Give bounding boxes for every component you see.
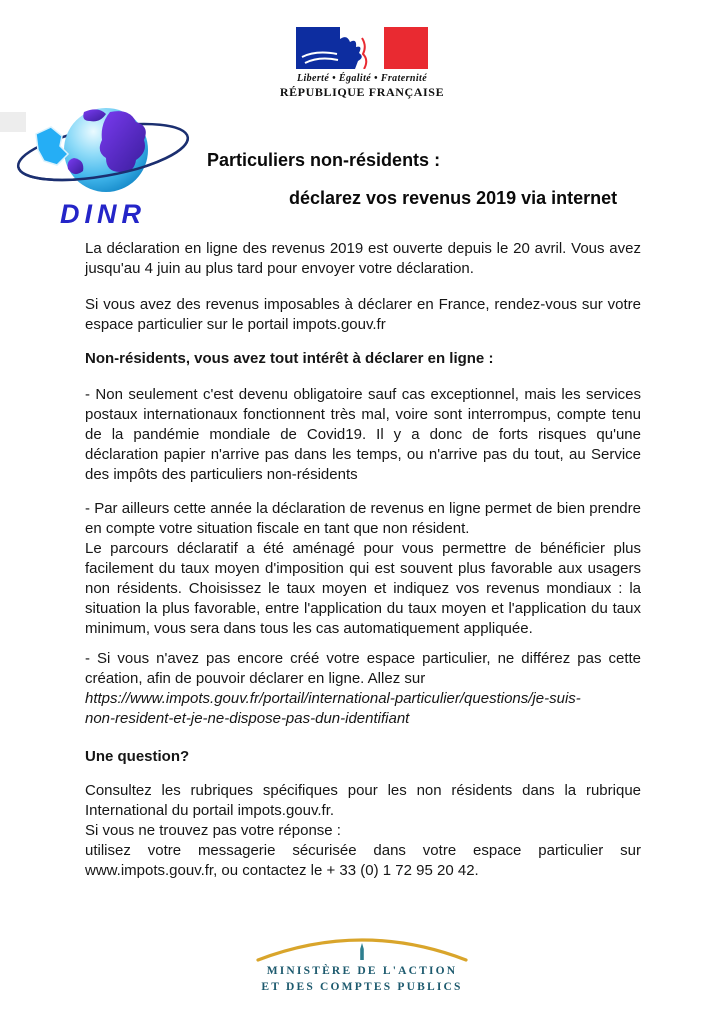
paragraph-contact-messaging: utilisez votre messagerie sécurisée dans votre espace particulier sur www.impots.gouv.fr, ou contactez le + 33 (0) 1 72 95 20 42.: [85, 842, 641, 879]
paragraph-create-space: [85, 649, 641, 729]
help-url-line1: https://www.impots.gouv.fr/portail/international-particulier/questions/je-suis-: [85, 690, 581, 707]
paragraph-deadline: La déclaration en ligne des revenus 2019 est ouverte depuis le 20 avril. Vous avez jusqu'au 4 juin au plus tard pour envoyer votre déclaration.: [85, 240, 641, 277]
title-line1: Particuliers non-résidents :: [207, 150, 441, 170]
paragraph-average-rate-details: Le parcours déclaratif a été aménagé pour vous permettre de bénéficier plus facilement du taux moyen d'imposition qui est souvent plus favorable aux usagers non résidents. Choisissez le taux moyen et indiquez vos revenus mondiaux : la situation la plus favorable, entre l'application du taux moyen et l'application du taux minimum, vous sera dans tous les cas automatiquement appliquée.: [85, 540, 641, 637]
ministry-name-line2: ET DES COMPTES PUBLICS: [261, 981, 463, 993]
dinr-globe-icon: [12, 106, 194, 198]
ministry-name-line1: MINISTÈRE DE L'ACTION: [266, 965, 458, 977]
paragraph-contact-rubriques: Consultez les rubriques spécifiques pour les non résidents dans la rubrique International du portail impots.gouv.fr.: [85, 782, 641, 819]
rf-name: RÉPUBLIQUE FRANÇAISE: [279, 85, 445, 99]
document-title: [207, 150, 667, 209]
title-line2: déclarez vos revenus 2019 via internet: [289, 188, 618, 208]
republique-francaise-logo: [267, 27, 457, 100]
paragraph-postal-services: - Non seulement c'est devenu obligatoire sauf cas exceptionnel, mais les services postaux internationaux fonctionnent très mal, voire sont interrompus, compte tenu de la pandémie mondiale de Covid19. Il y a donc de forts risques qu'une déclaration papier n'arrive pas dans les temps, ou n'arrive pas du tout, au Service des impôts des particuliers non-résidents: [85, 386, 641, 483]
dinr-logo-text: DINR: [60, 199, 146, 229]
heading-question: Une question?: [85, 748, 190, 765]
paragraph-contact-no-answer: Si vous ne trouvez pas votre réponse :: [85, 822, 341, 839]
paragraph-contact: [85, 781, 641, 881]
paragraph-average-rate: [85, 499, 641, 639]
dinr-logo: [12, 106, 194, 230]
heading-declare-online: Non-résidents, vous avez tout intérêt à déclarer en ligne :: [85, 350, 494, 367]
paragraph-portal: Si vous avez des revenus imposables à déclarer en France, rendez-vous sur votre espace particulier sur le portail impots.gouv.fr: [85, 296, 641, 333]
help-url-line2: non-resident-et-je-ne-dispose-pas-dun-identifiant: [85, 710, 410, 727]
ministry-arc-icon: [252, 928, 472, 962]
paragraph-create-space-text: - Si vous n'avez pas encore créé votre espace particulier, ne différez pas cette création, afin de pouvoir déclarer en ligne. Allez sur: [85, 650, 641, 687]
french-flag-marianne-icon: [296, 27, 428, 69]
paragraph-average-rate-intro: - Par ailleurs cette année la déclaration de revenus en ligne permet de bien prendre en compte votre situation fiscale en tant que non résident.: [85, 500, 641, 537]
ministry-logo: [252, 928, 472, 994]
rf-motto: Liberté • Égalité • Fraternité: [296, 73, 428, 84]
document-body: [85, 239, 641, 881]
